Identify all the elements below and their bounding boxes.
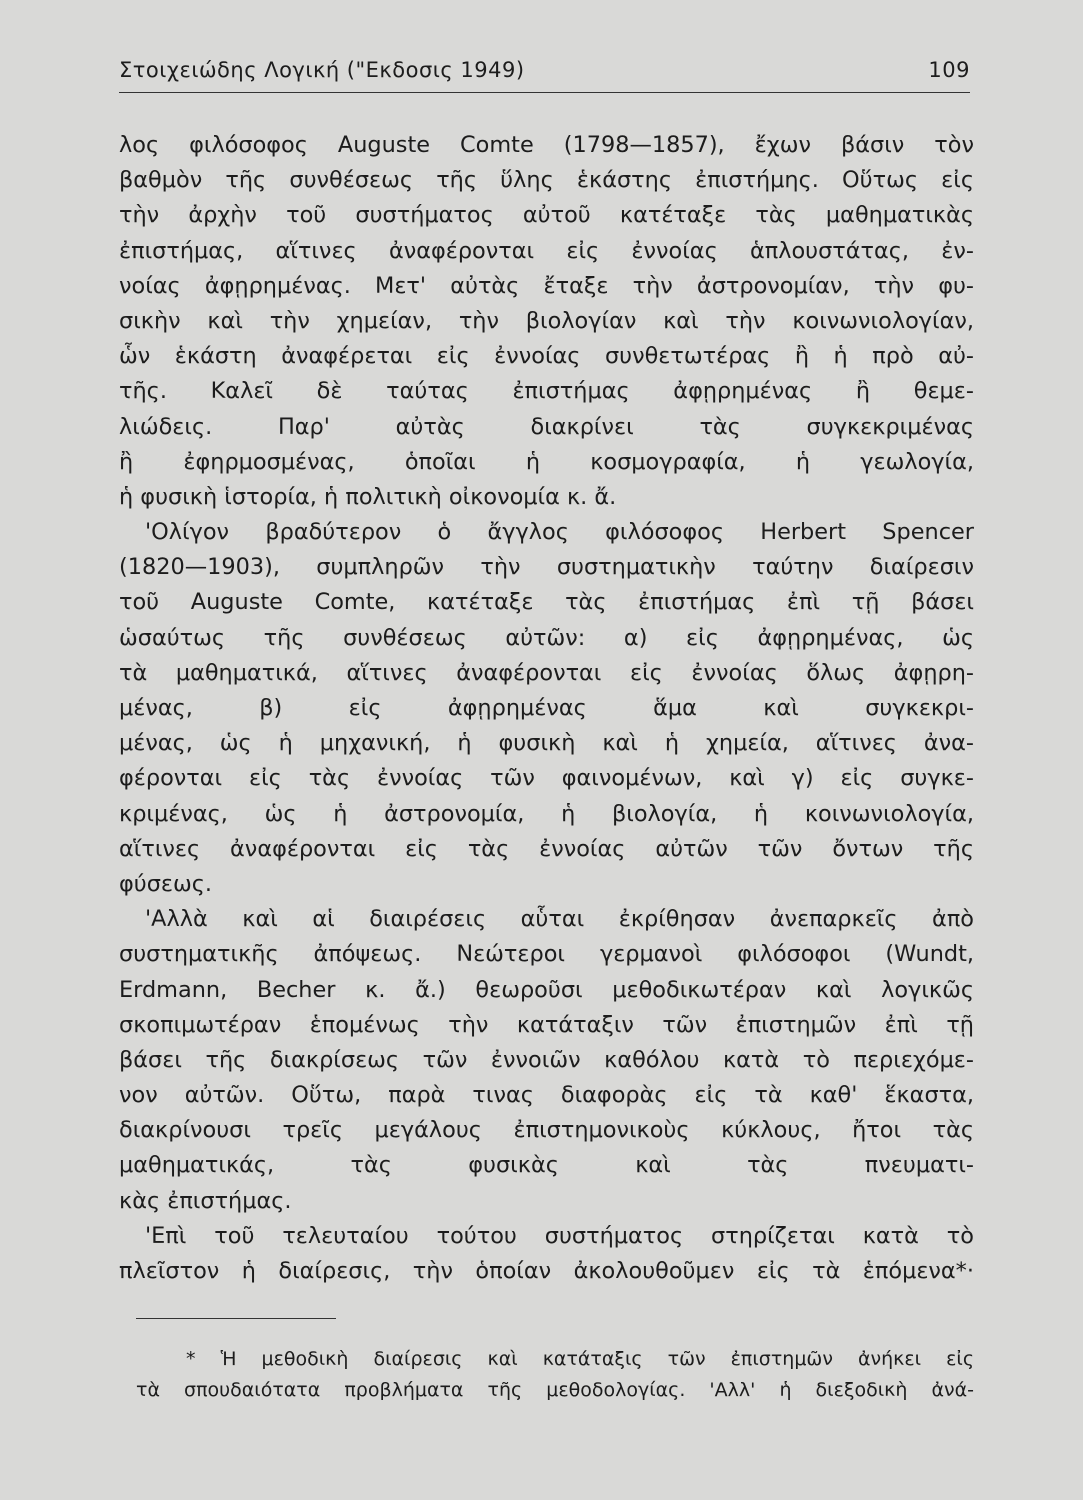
text-line: λιώδεις. Παρ' αὐτὰς διακρίνει τὰς συγκεκριμένας bbox=[119, 413, 974, 440]
paragraph-start-line: 'Επὶ τοῦ τελευταίου τούτου συστήματος στηρίζεται κατὰ τὸ bbox=[145, 1222, 974, 1249]
running-title: Στοιχειώδης Λογική ("Εκδοσις 1949) bbox=[119, 58, 525, 82]
text-line: κὰς ἐπιστήμας. bbox=[119, 1187, 292, 1214]
footnote-line: τὰ σπουδαιότατα προβλήματα τῆς μεθοδολογίας. 'Αλλ' ἡ διεξοδικὴ ἀνά- bbox=[136, 1379, 974, 1401]
text-line: διακρίνουσι τρεῖς μεγάλους ἐπιστημονικοὺς κύκλους, ἤτοι τὰς bbox=[119, 1117, 974, 1144]
text-line: πλεῖστον ἡ διαίρεσις, τὴν ὁποίαν ἀκολουθοῦμεν εἰς τὰ ἑπόμενα*· bbox=[119, 1258, 974, 1284]
text-line: (1820—1903), συμπληρῶν τὴν συστηματικὴν ταύτην διαίρεσιν bbox=[119, 554, 974, 581]
text-line: σικὴν καὶ τὴν χημείαν, τὴν βιολογίαν καὶ τὴν κοινωνιολογίαν, bbox=[119, 307, 974, 334]
body-text bbox=[119, 128, 974, 1289]
text-line: φέρονται εἰς τὰς ἐννοίας τῶν φαινομένων, καὶ γ) εἰς συγκε- bbox=[119, 765, 974, 792]
text-line: λος φιλόσοφος Auguste Comte (1798—1857), ἔχων βάσιν τὸν bbox=[119, 132, 974, 158]
text-line: τῆς. Καλεῖ δὲ ταύτας ἐπιστήμας ἀφῃρημένας ἢ θεμε- bbox=[119, 378, 974, 405]
footnote-line: * Ἡ μεθοδικὴ διαίρεσις καὶ κατάταξις τῶν ἐπιστημῶν ἀνήκει εἰς bbox=[186, 1348, 974, 1370]
text-line: νον αὐτῶν. Οὕτω, παρὰ τινας διαφορὰς εἰς τὰ καθ' ἕκαστα, bbox=[119, 1082, 974, 1109]
text-line: Erdmann, Becher κ. ἄ.) θεωροῦσι μεθοδικωτέραν καὶ λογικῶς bbox=[119, 976, 974, 1003]
footnote-rule bbox=[136, 1318, 336, 1319]
text-line: συστηματικῆς ἀπόψεως. Νεώτεροι γερμανοὶ φιλόσοφοι (Wundt, bbox=[119, 941, 974, 968]
text-line: τοῦ Auguste Comte, κατέταξε τὰς ἐπιστήμας ἐπὶ τῇ βάσει bbox=[119, 589, 974, 616]
header-rule bbox=[119, 92, 970, 93]
text-line: κριμένας, ὡς ἡ ἀστρονομία, ἡ βιολογία, ἡ κοινωνιολογία, bbox=[119, 800, 974, 827]
footnote bbox=[136, 1344, 974, 1406]
text-line: μαθηματικάς, τὰς φυσικὰς καὶ τὰς πνευματι- bbox=[119, 1152, 974, 1179]
text-line: νοίας ἀφῃρημένας. Μετ' αὐτὰς ἔταξε τὴν ἀστρονομίαν, τὴν φυ- bbox=[119, 272, 974, 299]
text-line: ὡσαύτως τῆς συνθέσεως αὐτῶν: α) εἰς ἀφῃρημένας, ὡς bbox=[119, 624, 974, 651]
text-line: μένας, β) εἰς ἀφῃρημένας ἅμα καὶ συγκεκρι- bbox=[119, 695, 974, 721]
text-line: σκοπιμωτέραν ἑπομένως τὴν κατάταξιν τῶν ἐπιστημῶν ἐπὶ τῇ bbox=[119, 1011, 974, 1038]
text-line: αἵτινες ἀναφέρονται εἰς τὰς ἐννοίας αὐτῶν τῶν ὄντων τῆς bbox=[119, 835, 974, 862]
text-line: τὴν ἀρχὴν τοῦ συστήματος αὐτοῦ κατέταξε τὰς μαθηματικὰς bbox=[119, 202, 974, 229]
text-line: τὰ μαθηματικά, αἵτινες ἀναφέρονται εἰς ἐννοίας ὅλως ἀφῃρη- bbox=[119, 659, 974, 686]
text-line: ἐπιστήμας, αἵτινες ἀναφέρονται εἰς ἐννοίας ἁπλουστάτας, ἐν- bbox=[119, 237, 974, 264]
paragraph-start-line: 'Ολίγον βραδύτερον ὁ ἄγγλος φιλόσοφος Herbert Spencer bbox=[145, 519, 974, 546]
text-line: ὧν ἑκάστη ἀναφέρεται εἰς ἐννοίας συνθετωτέρας ἢ ἡ πρὸ αὐ- bbox=[119, 343, 974, 370]
page-number: 109 bbox=[928, 58, 970, 82]
paragraph-start-line: 'Αλλὰ καὶ αἱ διαιρέσεις αὗται ἐκρίθησαν ἀνεπαρκεῖς ἀπὸ bbox=[145, 906, 974, 933]
text-line: βάσει τῆς διακρίσεως τῶν ἐννοιῶν καθόλου κατὰ τὸ περιεχόμε- bbox=[119, 1046, 974, 1073]
text-line: φύσεως. bbox=[119, 870, 213, 897]
text-line: μένας, ὡς ἡ μηχανική, ἡ φυσικὴ καὶ ἡ χημεία, αἵτινες ἀνα- bbox=[119, 730, 974, 757]
text-line: βαθμὸν τῆς συνθέσεως τῆς ὕλης ἑκάστης ἐπιστήμης. Οὕτως εἰς bbox=[119, 167, 974, 194]
text-line: ἢ ἐφηρμοσμένας, ὁποῖαι ἡ κοσμογραφία, ἡ γεωλογία, bbox=[119, 448, 974, 475]
text-line: ἡ φυσικὴ ἱστορία, ἡ πολιτικὴ οἰκονομία κ. ἄ. bbox=[119, 483, 617, 510]
